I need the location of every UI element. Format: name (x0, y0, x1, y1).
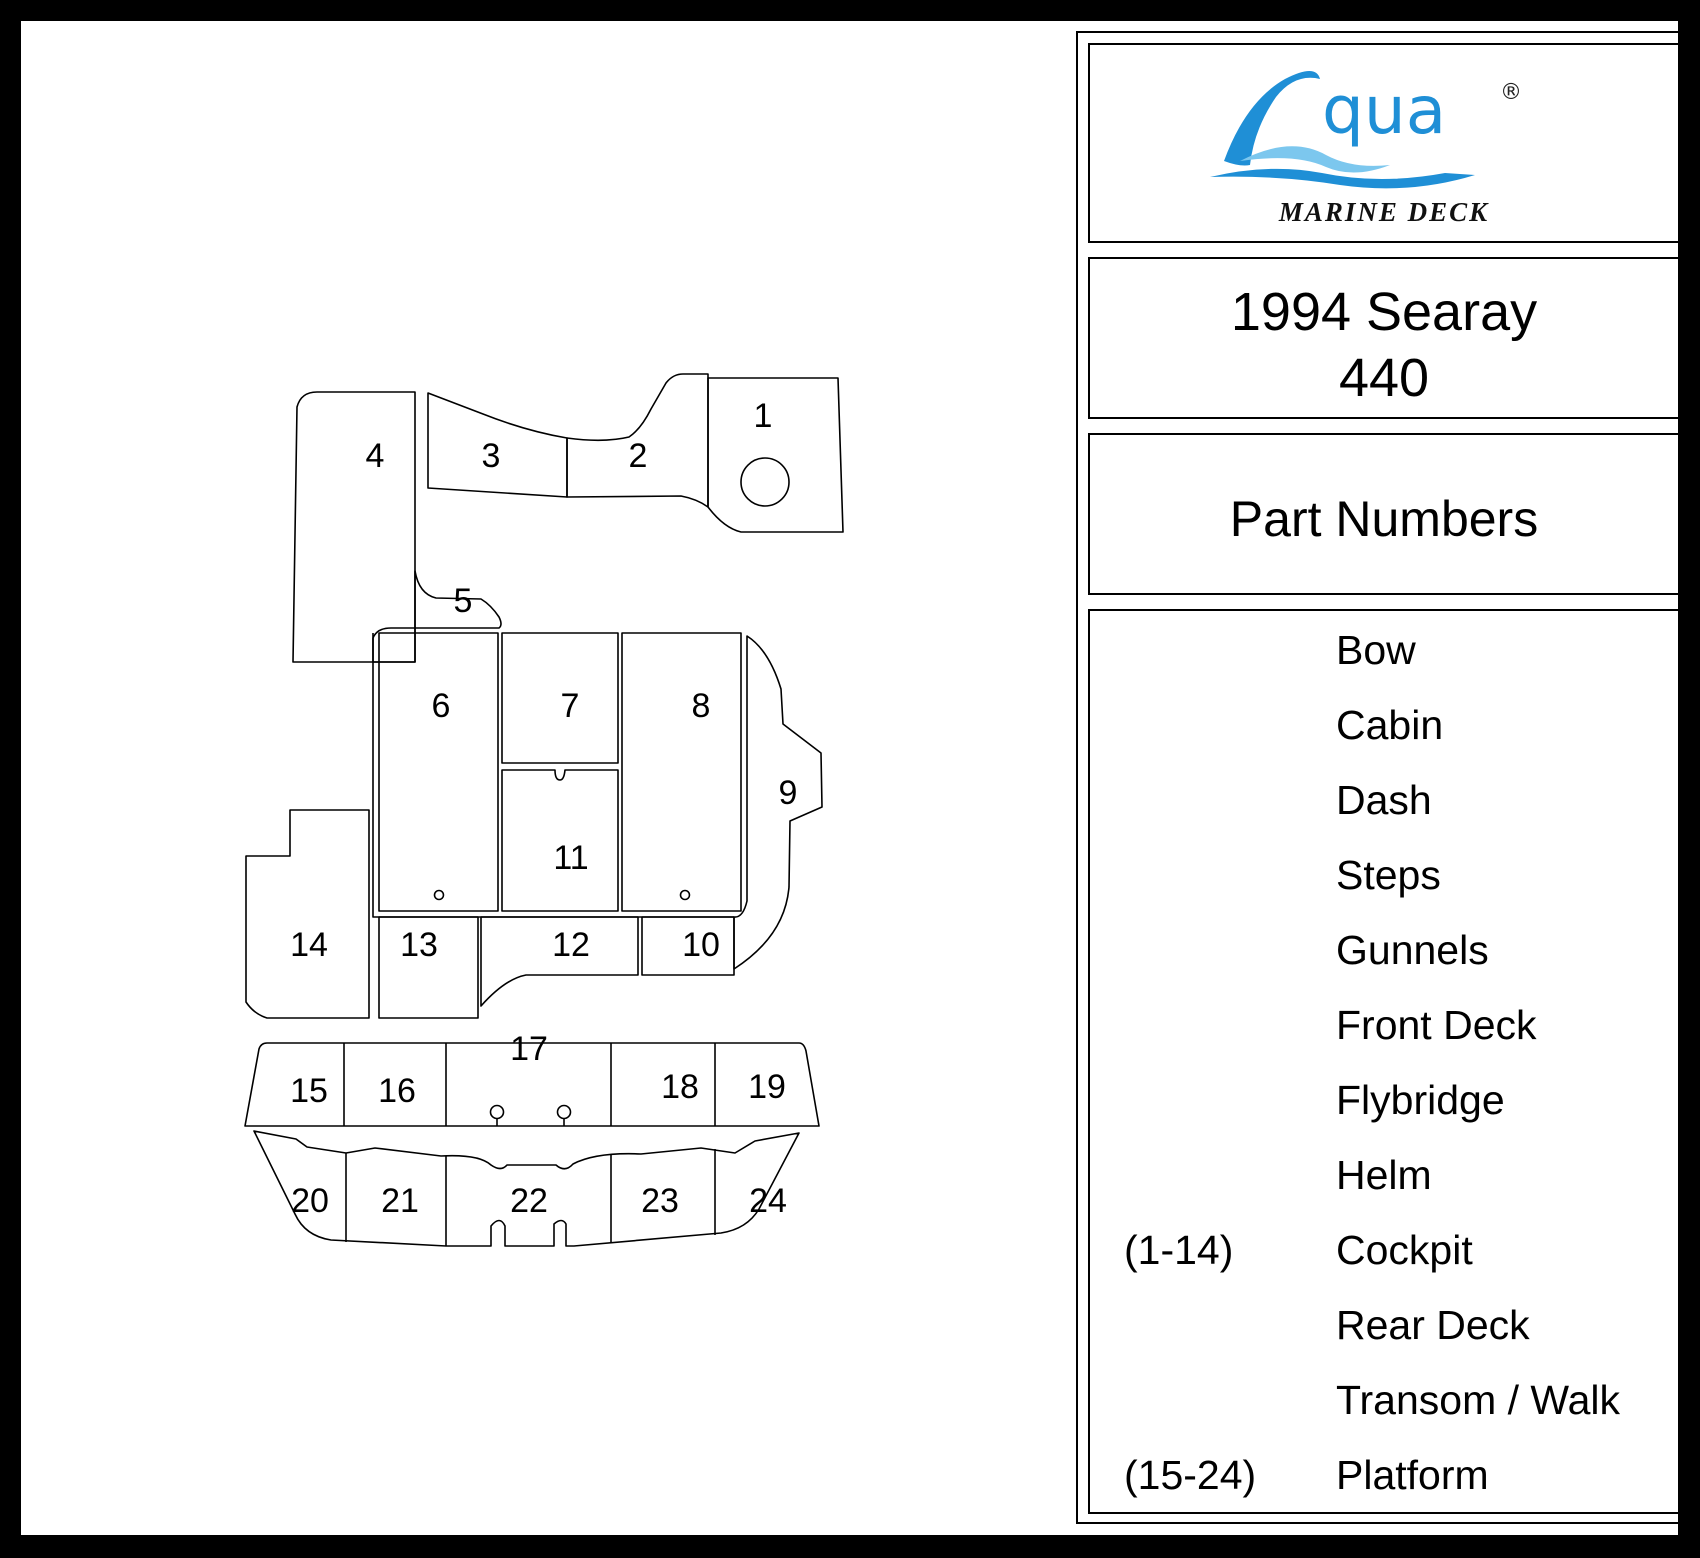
part-label-7: 7 (560, 687, 580, 725)
title-block (1076, 31, 1688, 1524)
part-label-1: 1 (753, 397, 773, 435)
section-row (1090, 852, 1678, 912)
section-range: (15-24) (1124, 1452, 1257, 1498)
logo-panel (1088, 43, 1680, 243)
part-1-outline[interactable] (708, 378, 843, 532)
part-label-19: 19 (748, 1068, 786, 1106)
section-name: Front Deck (1336, 1002, 1537, 1048)
section-name: Steps (1336, 852, 1441, 898)
part-numbers-heading-panel (1088, 433, 1680, 595)
section-row (1090, 627, 1678, 687)
drawing-sheet (21, 21, 1678, 1535)
part-label-12: 12 (552, 926, 590, 964)
part-label-16: 16 (378, 1072, 416, 1110)
part-1-hatch-circle (741, 458, 789, 506)
part-label-24: 24 (749, 1182, 787, 1220)
section-row (1090, 777, 1678, 837)
part-label-17: 17 (510, 1030, 548, 1068)
part-17-fitting-left (491, 1106, 504, 1119)
part-label-9: 9 (778, 774, 798, 812)
section-row (1090, 1152, 1678, 1212)
part-label-13: 13 (400, 926, 438, 964)
part-4-outline[interactable] (293, 392, 415, 662)
section-name: Helm (1336, 1152, 1432, 1198)
section-list (1088, 609, 1680, 1514)
section-range: (1-14) (1124, 1227, 1234, 1273)
section-row (1090, 1452, 1678, 1512)
section-row (1090, 927, 1678, 987)
section-name: Transom / Walk (1336, 1377, 1620, 1423)
section-row (1090, 1377, 1678, 1437)
part-6-outline[interactable] (379, 633, 498, 911)
section-name: Rear Deck (1336, 1302, 1530, 1348)
logo-wordmark: qua (1322, 72, 1447, 149)
part-14-outline[interactable] (246, 810, 369, 1018)
section-name: Flybridge (1336, 1077, 1505, 1123)
part-label-15: 15 (290, 1072, 328, 1110)
part-label-3: 3 (481, 437, 501, 475)
section-row (1090, 1302, 1678, 1362)
logo-wave-lower (1210, 169, 1475, 188)
model-number: 440 (1338, 348, 1430, 408)
model-panel (1088, 257, 1680, 419)
part-numbers-heading: Part Numbers (1229, 491, 1539, 547)
section-name: Platform (1336, 1452, 1489, 1498)
model-year-make: 1994 Searay (1230, 282, 1538, 342)
logo-wave-light (1240, 146, 1390, 172)
part-6-drain (435, 891, 444, 900)
section-row (1090, 1002, 1678, 1062)
part-label-5: 5 (453, 582, 473, 620)
logo-subtitle: MARINE DECK (1278, 197, 1490, 227)
part-label-2: 2 (628, 437, 648, 475)
part-label-10: 10 (682, 926, 720, 964)
part-label-18: 18 (661, 1068, 699, 1106)
section-name: Bow (1336, 627, 1416, 673)
part-17-fitting-right (558, 1106, 571, 1119)
section-name: Gunnels (1336, 927, 1489, 973)
part-label-20: 20 (291, 1182, 329, 1220)
section-name: Cabin (1336, 702, 1444, 748)
deck-layout-diagram (21, 21, 1071, 1535)
part-label-8: 8 (691, 687, 711, 725)
section-name: Dash (1336, 777, 1432, 823)
registered-mark: ® (1500, 80, 1522, 105)
part-label-14: 14 (290, 926, 328, 964)
section-name: Cockpit (1336, 1227, 1473, 1273)
part-label-11: 11 (553, 839, 589, 877)
part-5-outline[interactable] (373, 571, 501, 662)
part-label-23: 23 (641, 1182, 679, 1220)
part-label-21: 21 (381, 1182, 419, 1220)
part-label-22: 22 (510, 1182, 548, 1220)
section-row (1090, 1227, 1678, 1287)
section-row (1090, 1077, 1678, 1137)
section-row (1090, 702, 1678, 762)
part-label-4: 4 (365, 437, 385, 475)
part-label-6: 6 (431, 687, 451, 725)
part-8-drain (681, 891, 690, 900)
part-8-outline[interactable] (622, 633, 741, 911)
